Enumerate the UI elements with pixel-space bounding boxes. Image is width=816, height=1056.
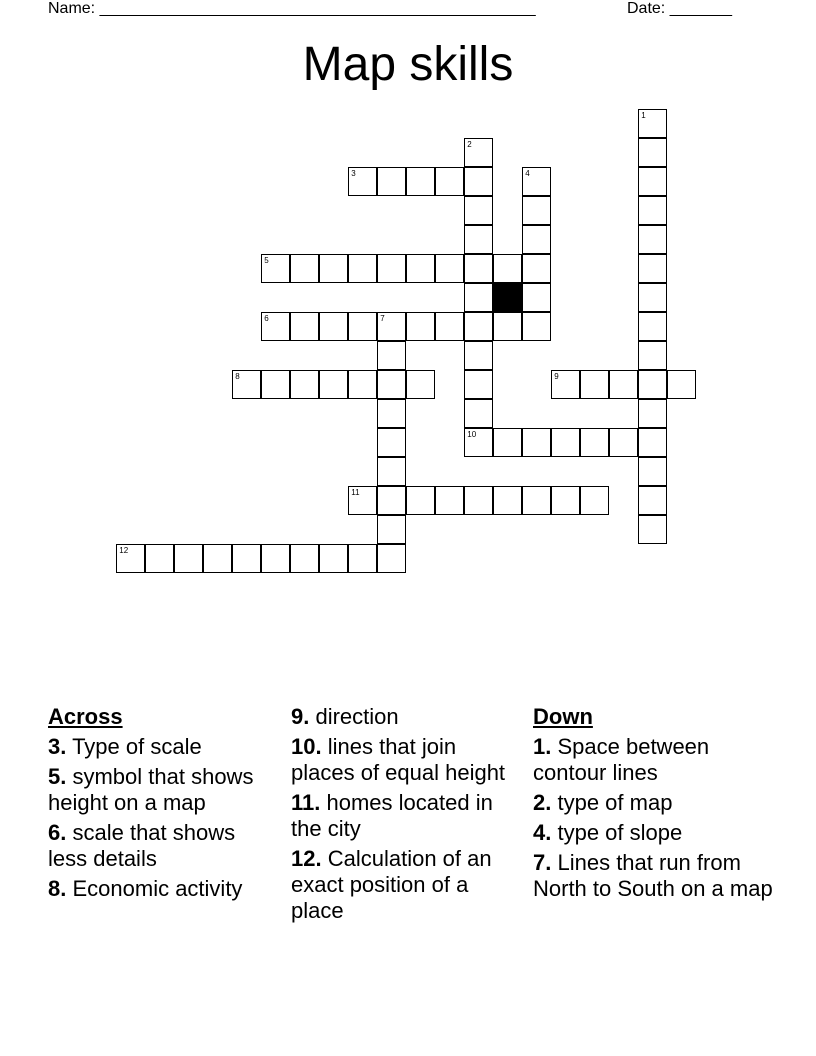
down-clues-column	[533, 704, 773, 906]
answer-cell[interactable]	[261, 312, 290, 341]
answer-cell[interactable]	[377, 457, 406, 486]
answer-cell[interactable]	[522, 312, 551, 341]
answer-cell[interactable]	[261, 370, 290, 399]
answer-cell[interactable]	[348, 312, 377, 341]
answer-cell[interactable]	[232, 370, 261, 399]
answer-cell[interactable]	[464, 428, 493, 457]
clue-number: 2.	[533, 790, 552, 815]
answer-cell[interactable]	[464, 254, 493, 283]
answer-cell[interactable]	[290, 312, 319, 341]
answer-cell[interactable]	[580, 486, 609, 515]
cell-number: 9	[554, 372, 559, 382]
answer-cell[interactable]	[261, 544, 290, 573]
answer-cell[interactable]	[609, 370, 638, 399]
across-clues-column-2	[291, 704, 523, 928]
clue-across-12	[291, 846, 523, 924]
clue-text: type of slope	[557, 820, 683, 845]
cell-number: 6	[264, 314, 269, 324]
clue-number: 6.	[48, 820, 67, 845]
name-field[interactable]: Name: _________________________________________________	[48, 0, 536, 17]
cell-number: 8	[235, 372, 240, 382]
answer-cell[interactable]	[319, 254, 348, 283]
answer-cell[interactable]	[464, 399, 493, 428]
answer-cell[interactable]	[261, 254, 290, 283]
answer-cell[interactable]	[638, 225, 667, 254]
answer-cell[interactable]	[638, 428, 667, 457]
clue-down-7	[533, 850, 773, 902]
clue-down-1	[533, 734, 773, 786]
answer-cell[interactable]	[348, 370, 377, 399]
clue-across-9	[291, 704, 523, 730]
answer-cell[interactable]	[638, 167, 667, 196]
answer-cell[interactable]	[435, 486, 464, 515]
cell-number: 12	[119, 546, 129, 556]
page-title: Map skills	[302, 38, 514, 91]
answer-cell[interactable]	[406, 312, 435, 341]
answer-cell[interactable]	[406, 486, 435, 515]
answer-cell[interactable]	[638, 486, 667, 515]
answer-cell[interactable]	[319, 370, 348, 399]
clue-number: 8.	[48, 876, 67, 901]
answer-cell[interactable]	[580, 428, 609, 457]
answer-cell[interactable]	[406, 370, 435, 399]
clue-across-5	[48, 764, 276, 816]
clue-number: 7.	[533, 850, 552, 875]
clue-text: Lines that run from North to South on a map	[533, 850, 773, 901]
answer-cell[interactable]	[145, 544, 174, 573]
clue-number: 5.	[48, 764, 67, 789]
answer-cell[interactable]	[638, 138, 667, 167]
answer-cell[interactable]	[464, 225, 493, 254]
clue-text: type of map	[557, 790, 673, 815]
answer-cell[interactable]	[580, 370, 609, 399]
date-field[interactable]: Date: _______	[627, 0, 732, 17]
answer-cell[interactable]	[493, 486, 522, 515]
clue-across-6	[48, 820, 276, 872]
cell-number: 11	[351, 488, 360, 498]
answer-cell[interactable]	[638, 283, 667, 312]
cell-number: 2	[467, 140, 472, 150]
answer-cell[interactable]	[348, 254, 377, 283]
answer-cell[interactable]	[493, 254, 522, 283]
clue-down-4	[533, 820, 773, 846]
answer-cell[interactable]	[638, 312, 667, 341]
answer-cell[interactable]	[203, 544, 232, 573]
cell-number: 4	[525, 169, 530, 179]
cell-number: 10	[467, 430, 477, 440]
answer-cell[interactable]	[116, 544, 145, 573]
answer-cell[interactable]	[377, 515, 406, 544]
answer-cell[interactable]	[406, 167, 435, 196]
answer-cell[interactable]	[464, 341, 493, 370]
answer-cell[interactable]	[464, 167, 493, 196]
answer-cell[interactable]	[638, 515, 667, 544]
answer-cell[interactable]	[435, 254, 464, 283]
clue-number: 9.	[291, 704, 310, 729]
answer-cell[interactable]	[464, 486, 493, 515]
clue-text: lines that join places of equal height	[291, 734, 506, 785]
clue-number: 3.	[48, 734, 67, 759]
answer-cell[interactable]	[377, 428, 406, 457]
answer-cell[interactable]	[377, 370, 406, 399]
clue-across-8	[48, 876, 276, 902]
across-heading: Across	[48, 704, 123, 729]
answer-cell[interactable]	[609, 428, 638, 457]
answer-cell[interactable]	[464, 312, 493, 341]
answer-cell[interactable]	[464, 138, 493, 167]
answer-cell[interactable]	[551, 428, 580, 457]
cell-number: 7	[380, 314, 385, 324]
answer-cell[interactable]	[493, 428, 522, 457]
answer-cell[interactable]	[638, 341, 667, 370]
clue-text: homes located in the city	[291, 790, 493, 841]
answer-cell[interactable]	[174, 544, 203, 573]
answer-cell[interactable]	[638, 196, 667, 225]
clue-text: Economic activity	[72, 876, 243, 901]
answer-cell[interactable]	[290, 254, 319, 283]
answer-cell[interactable]	[232, 544, 261, 573]
answer-cell[interactable]	[348, 544, 377, 573]
block-cell	[493, 283, 522, 312]
clue-number: 4.	[533, 820, 552, 845]
answer-cell[interactable]	[377, 254, 406, 283]
answer-cell[interactable]	[290, 370, 319, 399]
answer-cell[interactable]	[377, 341, 406, 370]
answer-cell[interactable]	[638, 399, 667, 428]
clue-text: direction	[315, 704, 399, 729]
answer-cell[interactable]	[348, 167, 377, 196]
clue-down-2	[533, 790, 773, 816]
clue-number: 12.	[291, 846, 322, 871]
answer-cell[interactable]	[522, 254, 551, 283]
answer-cell[interactable]	[638, 109, 667, 138]
answer-cell[interactable]	[522, 167, 551, 196]
clue-number: 11.	[291, 790, 321, 815]
down-heading: Down	[533, 704, 593, 729]
cell-number: 1	[641, 111, 646, 121]
answer-cell[interactable]	[319, 544, 348, 573]
answer-cell[interactable]	[522, 283, 551, 312]
answer-cell[interactable]	[638, 370, 667, 399]
clue-text: scale that shows less details	[48, 820, 236, 871]
answer-cell[interactable]	[377, 312, 406, 341]
answer-cell[interactable]	[464, 283, 493, 312]
answer-cell[interactable]	[522, 486, 551, 515]
clue-number: 1.	[533, 734, 552, 759]
answer-cell[interactable]	[406, 254, 435, 283]
answer-cell[interactable]	[522, 428, 551, 457]
answer-cell[interactable]	[464, 196, 493, 225]
answer-cell[interactable]	[377, 486, 406, 515]
answer-cell[interactable]	[638, 254, 667, 283]
answer-cell[interactable]	[290, 544, 319, 573]
answer-cell[interactable]	[551, 370, 580, 399]
answer-cell[interactable]	[522, 225, 551, 254]
clue-text: Space between contour lines	[533, 734, 710, 785]
answer-cell[interactable]	[667, 370, 696, 399]
clue-across-3	[48, 734, 276, 760]
answer-cell[interactable]	[551, 486, 580, 515]
cell-number: 3	[351, 169, 356, 179]
answer-cell[interactable]	[638, 457, 667, 486]
answer-cell[interactable]	[348, 486, 377, 515]
answer-cell[interactable]	[377, 399, 406, 428]
answer-cell[interactable]	[319, 312, 348, 341]
answer-cell[interactable]	[522, 196, 551, 225]
answer-cell[interactable]	[464, 370, 493, 399]
answer-cell[interactable]	[377, 544, 406, 573]
answer-cell[interactable]	[435, 312, 464, 341]
clue-text: Calculation of an exact position of a place	[291, 846, 492, 923]
across-clues-column-1	[48, 704, 276, 906]
clue-text: Type of scale	[72, 734, 202, 759]
clue-across-11	[291, 790, 523, 842]
clue-text: symbol that shows height on a map	[48, 764, 254, 815]
answer-cell[interactable]	[435, 167, 464, 196]
answer-cell[interactable]	[493, 312, 522, 341]
clue-number: 10.	[291, 734, 322, 759]
clue-across-10	[291, 734, 523, 786]
answer-cell[interactable]	[377, 167, 406, 196]
cell-number: 5	[264, 256, 269, 266]
